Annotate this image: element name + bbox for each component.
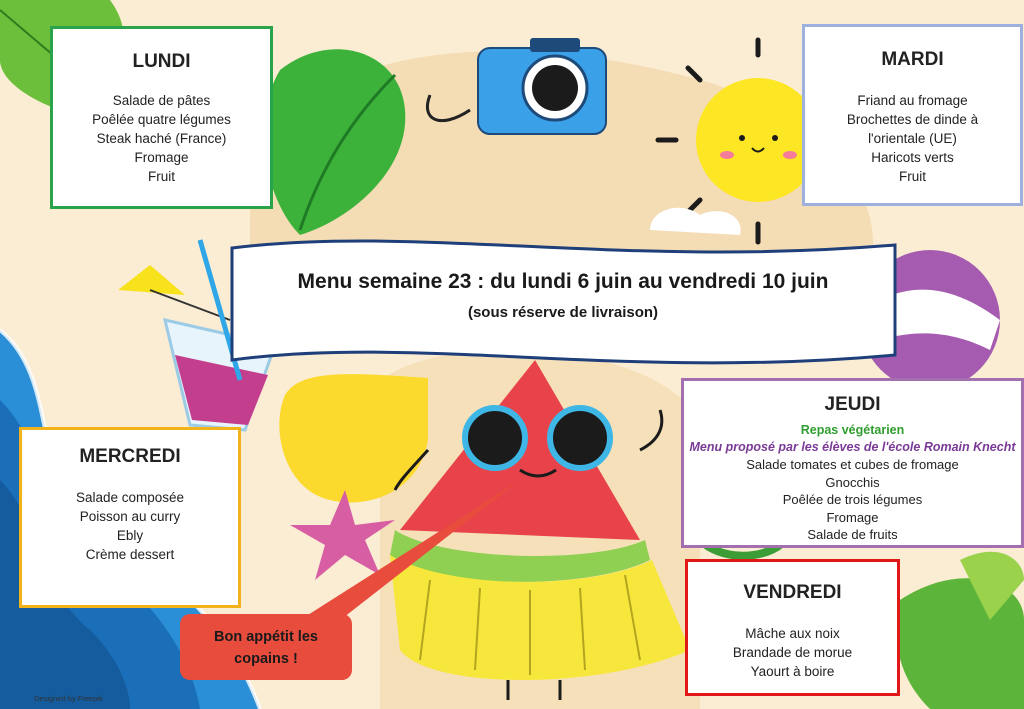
day-title: VENDREDI xyxy=(743,582,842,603)
menu-card-vendredi xyxy=(685,559,900,696)
menu-item: Fruit xyxy=(899,169,926,184)
menu-item: Poêlée de trois légumes xyxy=(782,492,923,507)
menu-item: Salade de pâtes xyxy=(112,93,211,108)
menu-item: Fromage xyxy=(134,150,189,165)
menu-item: Crème dessert xyxy=(85,547,175,562)
menu-card-mercredi xyxy=(19,427,241,608)
menu-item: Poisson au curry xyxy=(79,509,181,524)
menu-item: Gnocchis xyxy=(825,474,880,490)
school-note: Menu proposé par les élèves de l'école Romain Knecht xyxy=(689,440,1016,454)
bubble-line: Bon appétit les xyxy=(214,629,318,645)
credit-text: Designed by Freepik xyxy=(34,694,103,703)
vegetarian-note: Repas végétarien xyxy=(800,423,905,437)
menu-item: Yaourt à boire xyxy=(750,664,835,679)
day-title: MARDI xyxy=(881,49,944,70)
menu-item: Fruit xyxy=(148,169,175,184)
banner-text xyxy=(230,270,896,321)
menu-card-mardi xyxy=(802,24,1023,206)
page-title: Menu semaine 23 : du lundi 6 juin au vendredi 10 juin xyxy=(297,270,829,293)
menu-item: Haricots verts xyxy=(871,150,954,165)
menu-item: Poêlée quatre légumes xyxy=(92,112,231,127)
speech-bubble-text xyxy=(180,616,352,680)
menu-item: Friand au fromage xyxy=(857,93,968,108)
day-title: MERCREDI xyxy=(79,446,181,467)
bubble-line: copains ! xyxy=(234,651,298,667)
menu-item: Ebly xyxy=(116,528,144,543)
menu-item: l'orientale (UE) xyxy=(868,131,957,146)
menu-item: Brandade de morue xyxy=(732,645,853,660)
day-title: LUNDI xyxy=(132,51,191,72)
starfish xyxy=(290,490,395,580)
menu-card-lundi xyxy=(50,26,273,209)
menu-item: Mâche aux noix xyxy=(745,626,840,641)
menu-item: Salade composée xyxy=(75,490,185,505)
menu-item: Steak haché (France) xyxy=(96,131,227,146)
menu-item: Fromage xyxy=(826,509,879,525)
menu-item: Brochettes de dinde à xyxy=(846,112,979,127)
menu-item: Salade de fruits xyxy=(807,527,898,542)
menu-card-jeudi xyxy=(681,378,1024,548)
day-title: JEUDI xyxy=(824,394,881,415)
page-subtitle: (sous réserve de livraison) xyxy=(467,304,659,321)
menu-item: Salade tomates et cubes de fromage xyxy=(746,457,959,472)
